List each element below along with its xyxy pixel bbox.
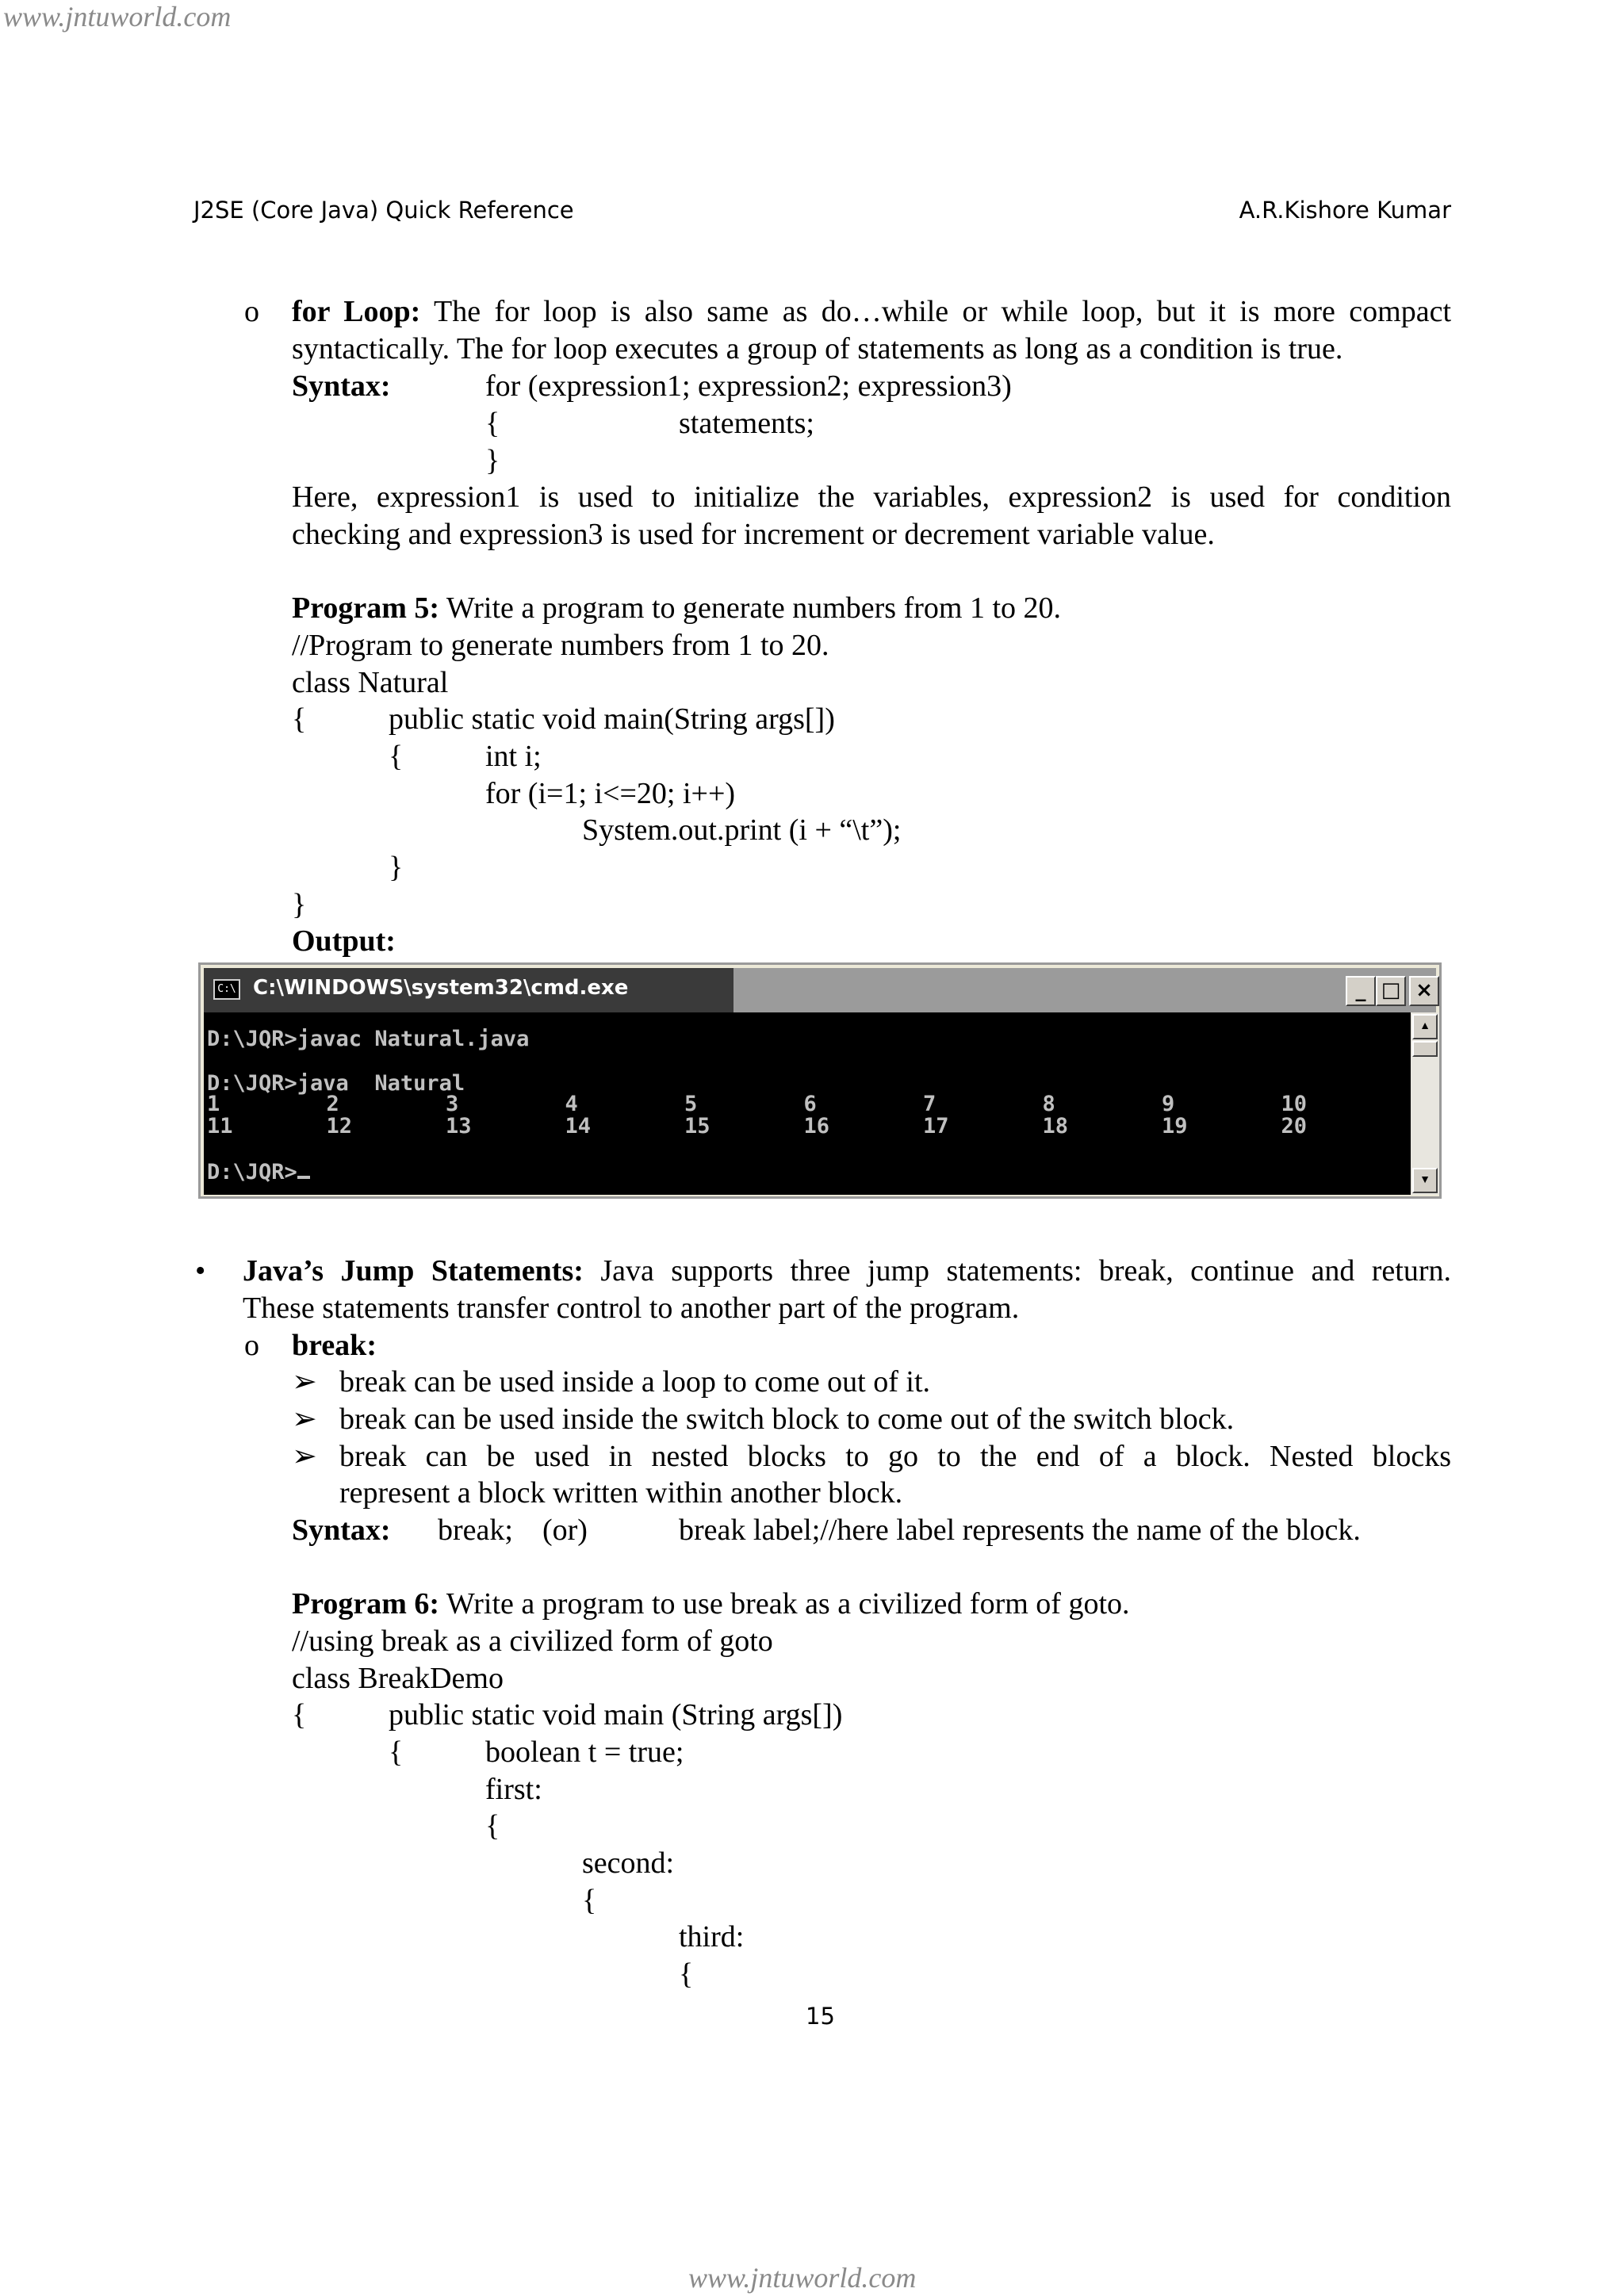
break-syntax-label: Syntax: (292, 1513, 391, 1547)
program6-text: Write a program to use break as a civilized form of goto. (439, 1587, 1130, 1621)
cmd-scrollbar[interactable] (1411, 1012, 1439, 1195)
jump-bullet: • (195, 1254, 206, 1288)
console-line-prompt (207, 1160, 310, 1184)
program5-code-line: //Program to generate numbers from 1 to 20. (292, 629, 829, 662)
cmd-title-bar[interactable] (204, 968, 1436, 1012)
program6-code-line: { (389, 1735, 404, 1769)
console-number-cell: 11 (207, 1114, 233, 1138)
for-loop-desc-line1 (292, 293, 1451, 330)
for-here-line1: Here, expression1 is used to initialize the variables, expression2 is used for condition (292, 480, 1451, 514)
program6-code-line: { (679, 1957, 694, 1991)
console-number-cell: 17 (923, 1114, 949, 1138)
running-header-author: A.R.Kishore Kumar (1239, 197, 1451, 224)
program5-heading (292, 590, 1061, 626)
console-number-cell: 15 (684, 1114, 710, 1138)
program6-code-line: first: (485, 1773, 542, 1806)
for-syntax-statements: statements; (679, 407, 814, 440)
for-syntax-open-brace: { (485, 407, 500, 440)
program5-text: Write a program to generate numbers from 1 to 20. (439, 591, 1061, 625)
console-number-cell: 6 (803, 1092, 817, 1116)
program5-code-line: } (389, 851, 404, 884)
program6-label: Program 6: (292, 1587, 440, 1621)
for-loop-desc-line2: syntactically. The for loop executes a group of statements as long as a condition is true. (292, 332, 1343, 365)
for-loop-bullet: o (244, 295, 259, 328)
scroll-thumb[interactable] (1412, 1041, 1438, 1057)
for-syntax-line: for (expression1; expression2; expression3) (485, 369, 1012, 403)
watermark-bottom: www.jntuworld.com (688, 2262, 917, 2294)
cmd-console-output[interactable] (204, 1012, 1411, 1195)
for-syntax-close-brace: } (485, 444, 500, 477)
for-syntax-label: Syntax: (292, 369, 391, 403)
console-number-cell: 16 (803, 1114, 830, 1138)
break-item: break can be used inside a loop to come out of it. (339, 1365, 931, 1399)
cmd-app-icon: C:\ (213, 979, 240, 1000)
console-number-cell: 3 (446, 1092, 459, 1116)
console-number-cell: 10 (1281, 1092, 1308, 1116)
console-number-cell: 12 (326, 1114, 353, 1138)
watermark-top: www.jntuworld.com (3, 1, 232, 33)
console-line-compile: D:\JQR>javac Natural.java (207, 1027, 530, 1051)
program6-heading (292, 1586, 1130, 1622)
program6-code-line: third: (679, 1920, 745, 1954)
program5-code-line: public static void main(String args[]) (389, 702, 835, 736)
console-cursor (297, 1176, 310, 1179)
program5-code-line: { (389, 740, 404, 773)
console-number-cell: 5 (684, 1092, 698, 1116)
cmd-window-title: C:\WINDOWS\system32\cmd.exe (253, 976, 629, 1000)
cmd-window (198, 962, 1442, 1199)
for-loop-desc-text: The for loop is also same as do…while or while loop, but it is more compact (420, 295, 1451, 328)
program5-code-line: int i; (485, 740, 542, 773)
console-number-cell: 18 (1042, 1114, 1069, 1138)
break-item-continued: represent a block written within another block. (339, 1476, 903, 1510)
break-item: break can be used inside the switch block to come out of the switch block. (339, 1402, 1235, 1436)
console-number-cell: 2 (326, 1092, 339, 1116)
arrow-bullet-icon: ➢ (292, 1402, 317, 1436)
arrow-bullet-icon: ➢ (292, 1440, 317, 1473)
for-loop-term: for Loop: (292, 295, 421, 328)
scroll-up-button[interactable]: ▲ (1412, 1014, 1438, 1039)
console-number-cell: 20 (1281, 1114, 1308, 1138)
console-number-cell: 1 (207, 1092, 220, 1116)
console-number-cell: 9 (1162, 1092, 1175, 1116)
program5-output-label: Output: (292, 924, 396, 958)
break-syntax-or: (or) (542, 1513, 588, 1547)
console-numbers-row-2 (204, 1114, 1411, 1138)
program5-code-line: { (292, 702, 307, 736)
program6-code-line: { (292, 1698, 307, 1732)
break-bullet: o (244, 1329, 259, 1362)
break-syntax-a: break; (438, 1513, 513, 1547)
jump-desc-text: Java supports three jump statements: break, continue and return. (583, 1254, 1451, 1288)
running-header-title: J2SE (Core Java) Quick Reference (193, 197, 574, 224)
close-button[interactable]: × (1409, 976, 1439, 1006)
maximize-button[interactable]: □ (1376, 976, 1406, 1006)
scroll-down-button[interactable]: ▼ (1412, 1168, 1438, 1193)
program5-label: Program 5: (292, 591, 440, 625)
jump-desc-line1 (243, 1253, 1451, 1289)
page-number: 15 (806, 2003, 835, 2030)
console-number-cell: 4 (565, 1092, 578, 1116)
console-number-cell: 19 (1162, 1114, 1188, 1138)
program6-code-line: { (485, 1809, 500, 1843)
program5-code-line: for (i=1; i<=20; i++) (485, 777, 736, 810)
jump-term: Java’s Jump Statements: (243, 1254, 584, 1288)
program6-code-line: //using break as a civilized form of goto (292, 1624, 773, 1658)
program5-code-line: class Natural (292, 666, 449, 699)
console-number-cell: 7 (923, 1092, 936, 1116)
break-term: break: (292, 1329, 377, 1362)
program5-code-line: } (292, 888, 307, 921)
program6-code-line: public static void main (String args[]) (389, 1698, 843, 1732)
console-number-cell: 8 (1042, 1092, 1055, 1116)
arrow-bullet-icon: ➢ (292, 1365, 317, 1399)
program6-code-line: class BreakDemo (292, 1662, 504, 1695)
console-number-cell: 13 (446, 1114, 472, 1138)
console-numbers-row-1 (204, 1092, 1411, 1115)
program6-code-line: second: (582, 1846, 675, 1880)
console-number-cell: 14 (565, 1114, 592, 1138)
console-prompt-text: D:\JQR> (207, 1160, 297, 1184)
minimize-button[interactable]: _ (1346, 976, 1376, 1006)
console-line-run: D:\JQR>java Natural (207, 1071, 465, 1096)
for-here-line2: checking and expression3 is used for increment or decrement variable value. (292, 518, 1215, 551)
program6-code-line: boolean t = true; (485, 1735, 684, 1769)
program5-code-line: System.out.print (i + “\t”); (582, 813, 902, 847)
break-syntax-b: break label;//here label represents the name of the block. (679, 1513, 1361, 1547)
program6-code-line: { (582, 1884, 597, 1917)
jump-desc-line2: These statements transfer control to another part of the program. (243, 1292, 1020, 1325)
break-item: break can be used in nested blocks to go to the end of a block. Nested blocks (339, 1440, 1451, 1473)
